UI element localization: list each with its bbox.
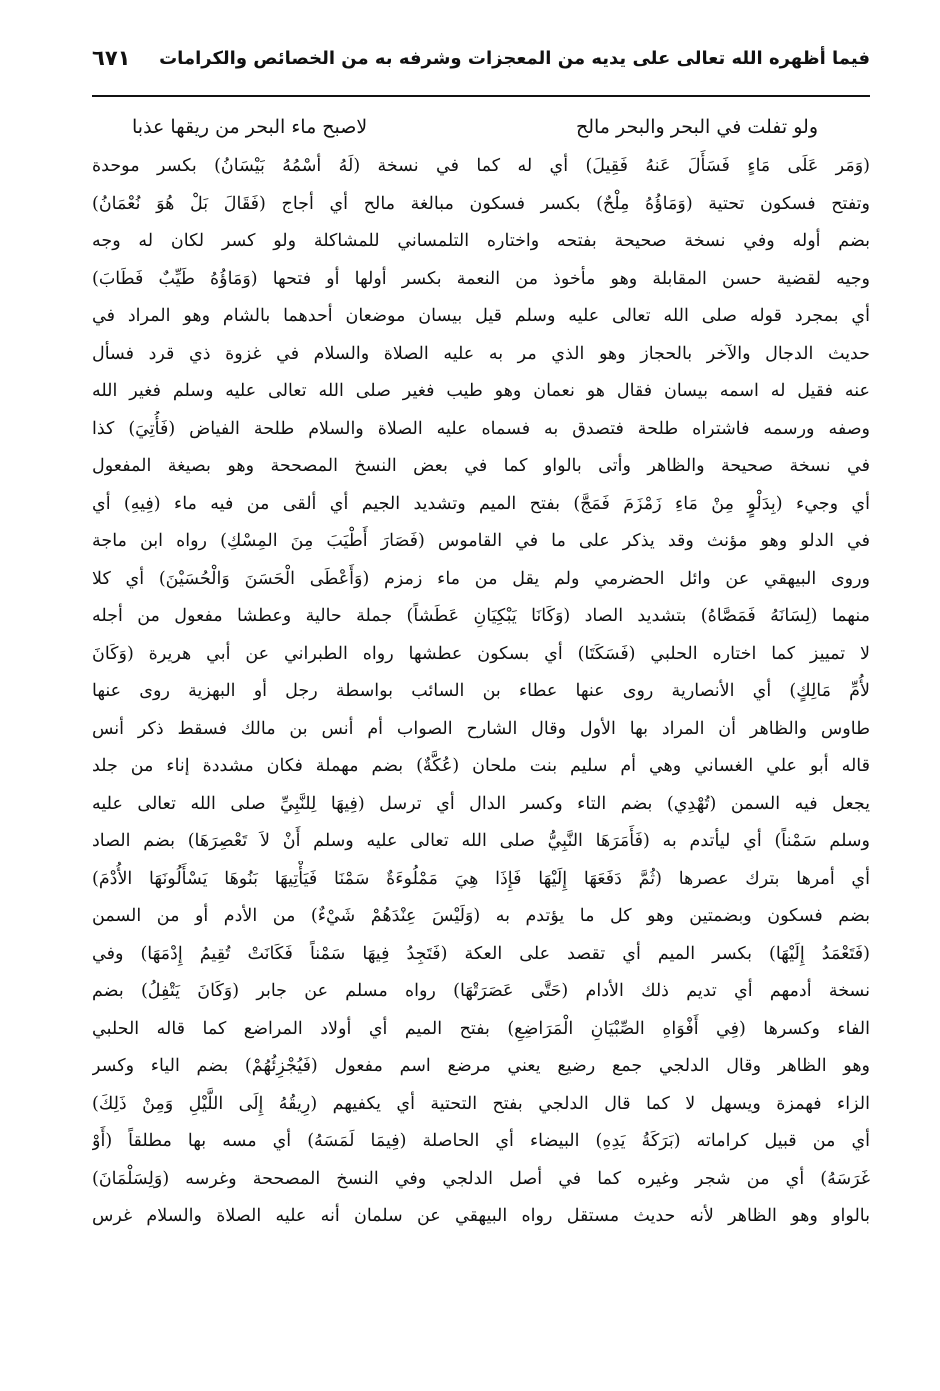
text-line: لا تمييز كما اختاره الحلبي (فَسَكَتَا) أي بسكون عطشها رواه الطبراني عن أبي هريرة (وَكَانَ (92, 643, 870, 664)
text-line: نسخة أدمهم أي تديم ذلك الأدام (حَتَّى عَصَرَتْهَا) رواه مسلم عن جابر (وَكَانَ يَتْفِلُ) بضم (92, 981, 870, 1001)
text-line: غَرَسَهُ) أي من شجر وغيره كما في أصل الدلجي وفي النسخ المصححة وغرسه (وَلِسَلْمَانَ) (92, 1168, 870, 1189)
header-rule (92, 95, 870, 97)
text-line: وسلم سَمْناً) أي ليأتدم به (فَأَمَرَهَا النَّبِيُّ صلى الله تعالى عليه وسلم أَنْ لاَ تَعْصِرَهَا) بضم الصاد (92, 831, 870, 851)
text-line: طاوس والظاهر أن المراد بها الأول وقال الشارح الصواب أم أنس بن مالك فسقط ذكر أنس (92, 718, 870, 739)
text-line: بضم أوله وفي نسخة صحيحة بفتحه واختاره التلمساني للمشاكلة ولو كسر لكان له وجه (92, 231, 870, 251)
text-line: الفاء وكسرها (فِي أَفْوَاهِ الصِّبْيَانِ الْمَرَاضِعِ) بفتح الميم أي أولاد المراضع كما قاله الحلبي (92, 1018, 870, 1039)
text-line: الزاء فهمزة ويسهل لا كما قال الدلجي بفتح التحتية أي يكفيهم (رِيقُهُ إِلَى اللَّيْلِ وَمِنْ ذَلِكَ) (92, 1093, 870, 1114)
text-line: أي وجيء (بِدَلْوٍ مِنْ مَاءِ زَمْزَمَ فَمَجَّ) بفتح الميم وتشديد الجيم أي ألقى من فيه ماء (فِيهِ) أي (92, 493, 870, 514)
text-line: عنه فقيل له اسمه بيسان فقال هو نعمان وهو طيب فغير صلى الله تعالى عليه وسلم فغير الله (92, 381, 870, 401)
poetry-verse (92, 112, 870, 146)
text-line: وجيه لقضية حسن المقابلة وهو مأخوذ من النعمة بكسر أولها أو فتحها (وَمَاؤُهُ طَيِّبٌ فَطَابَ) (92, 268, 870, 289)
text-line: (فَتَعْمَدُ إِلَيْهَا) بكسر الميم أي تقصد على العكة (فَتَجِدُ فِيهَا سَمْناً فَكَانَتْ تُقِيمُ إِدْمَهَا) وفي (92, 943, 870, 964)
verse-second-hemistich: لاصبح ماء البحر من ريقها عذبا (132, 116, 368, 138)
body-text (92, 148, 870, 1236)
text-line: وروى البيهقي عن وائل الحضرمي ولم يقل من ماء زمزم (وَأَعْطَى الْحَسَنَ وَالْحُسَيْنَ) أي كلا (92, 568, 870, 589)
text-line: يجعل فيه السمن (تُهْدِي) بضم التاء وكسر الدال أي ترسل (فِيهَا لِلنَّبِيِّ صلى الله تعالى عليه (92, 793, 870, 814)
running-title: فيما أظهره الله تعالى على يديه من المعجزات وشرفه به من الخصائص والكرامات (159, 48, 870, 69)
text-line: قاله أبو علي الغساني وهي أم سليم بنت ملحان (عُكَّةٌ) بضم مهملة فكان مشددة إناء من جلد (92, 756, 870, 776)
text-line: أي من قبيل كراماته (بَرَكَةُ يَدِهِ) البيضاء أي الحاصلة (فِيمَا لَمَسَهُ) أي مسه بها مطلقاً (أَوْ (92, 1131, 870, 1151)
text-line: بالواو وهو الظاهر لأنه حديث مستقل رواه البيهقي عن سلمان أنه عليه الصلاة والسلام غرس (92, 1206, 870, 1226)
text-line: وهو الظاهر وقال الدلجي جمع رضيع يعني مرضع اسم مفعول (فَيُجْزِئُهُمْ) بضم الياء وكسر (92, 1056, 870, 1076)
text-line: حديث الدجال والآخر بالحجاز وهو الذي مر به عليه الصلاة والسلام في غزوة ذي قرد فسأل (92, 343, 870, 364)
text-line: بضم فسكون وبضمتين وهو كل ما يؤتدم به (وَلَيْسَ عِنْدَهُمْ شَيْءٌ) من الأدم أو من السمن (92, 906, 870, 926)
text-line: وصفه ورسمه فاشتراه طلحة فتصدق به فسماه عليه الصلاة والسلام طلحة الفياض (فَأُتِيَ) كذا (92, 418, 870, 439)
text-line: أي أمرها بترك عصرها (ثُمَّ دَفَعَهَا إِلَيْهَا فَإِذَا هِيَ مَمْلُوءَةٌ سَمْنَا فَيَأْتِيهَا بَنُوهَا يَسْأَلُونَهَا الأُدْمَ) (92, 868, 870, 889)
text-line: في نسخة صحيحة والظاهر وأتى بالواو كما في بعض النسخ المصححة وهو بصيغة المفعول (92, 456, 870, 476)
page-header (92, 40, 870, 86)
verse-first-hemistich: ولو تفلت في البحر والبحر مالح (575, 116, 818, 138)
text-line: في الدلو وهو مؤنث وقد يذكر على ما في القاموس (فَصَارَ أَطْيَبَ مِنَ المِسْكِ) رواه ابن ماجة (92, 531, 870, 551)
text-line: منهما (لِسَانَهُ فَمَصَّاهُ) بتشديد الصاد (وَكَانَا يَبْكِيَانِ عَطَشاً) جملة حالية وعطشا مفعول من أجله (92, 606, 870, 626)
text-line: لأُمِّ مَالِكٍ) أي الأنصارية روى عنها عطاء بن السائب بواسطة رجل أو البهزية روى عنها (92, 681, 870, 701)
page-number: ٦٧١ (92, 46, 131, 70)
text-line: (وَمَر عَلَى مَاءٍ فَسَأَلَ عَنهُ فَقِيلَ) أي له كما في نسخة (لَهُ أسْمُهُ بَيْسَانُ) بكسر موحدة (92, 156, 870, 176)
text-line: وتفتح فسكون تحتية (وَمَاؤُهُ مِلْحٌ) بكسر فسكون مبالغة مالح أي أجاج (فَقَالَ بَلْ هُوَ نُعْمَانُ) (92, 193, 870, 214)
text-line: أي بمجرد قوله صلى الله تعالى عليه وسلم قيل بيسان موضعان أحدهما بالشام وهو المراد في (92, 306, 870, 326)
